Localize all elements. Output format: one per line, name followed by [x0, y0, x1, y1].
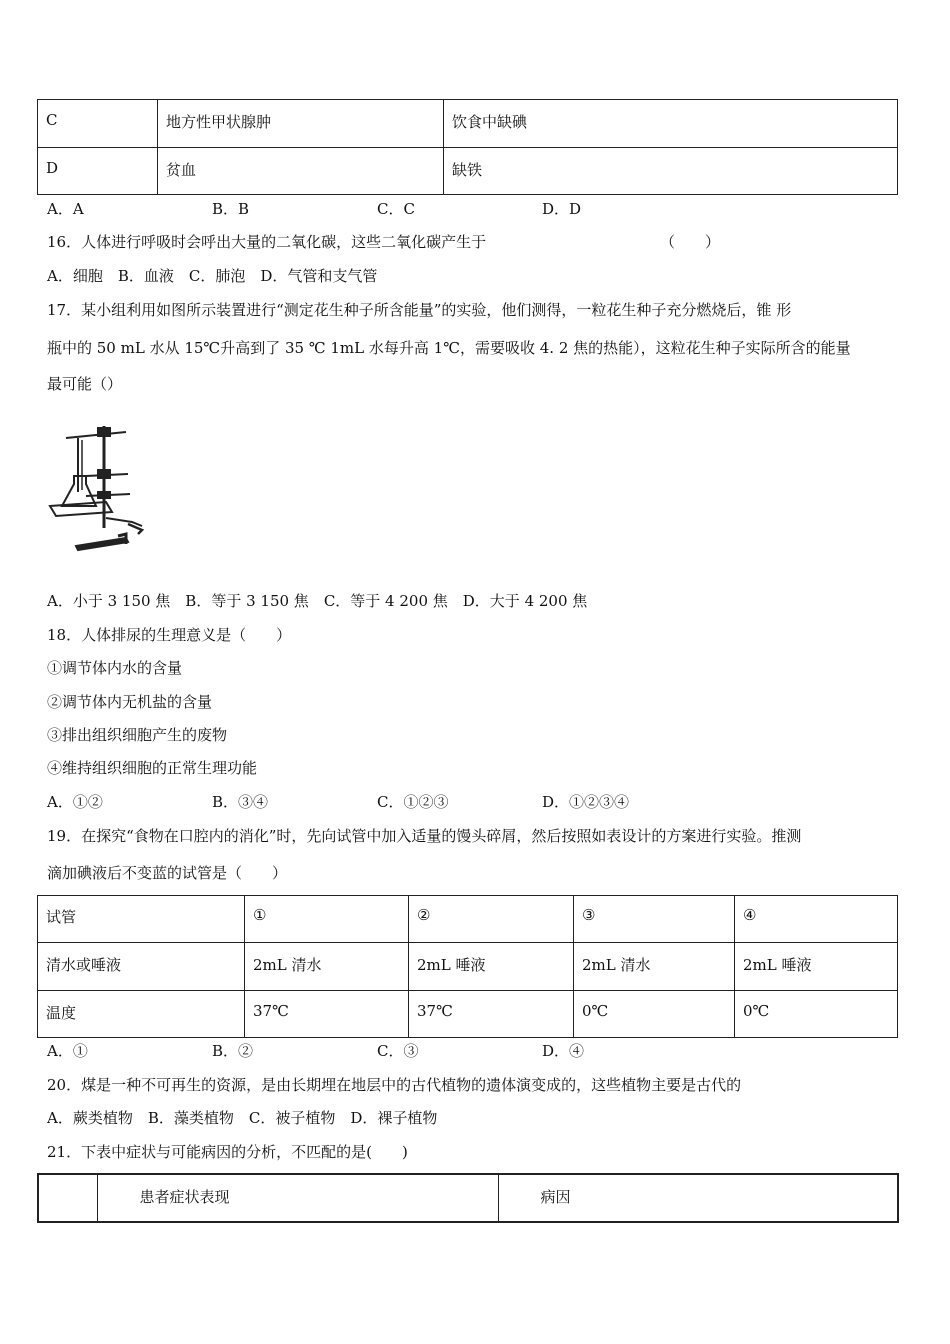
- q17-stem-line1: 17．某小组利用如图所示装置进行“测定花生种子所含能量”的实验，他们测得，一粒花生种子充分燃烧后，锥 形: [47, 301, 792, 319]
- option-c: C．①②③: [377, 793, 449, 811]
- option-b: B．B: [212, 200, 250, 218]
- q17-stem-line2: 瓶中的 50 mL 水从 15℃升高到了 35 ℃ 1mL 水每升高 1℃，需要吸收 4. 2 焦的热能），这粒花生种子实际所含的能量: [47, 339, 851, 357]
- option-d: D．④: [542, 1042, 585, 1060]
- table-cell: 2mL 唾液: [735, 943, 898, 991]
- table-cell: 贫血: [158, 148, 444, 195]
- table-header-cell: ③: [574, 896, 735, 943]
- q21-table: [37, 1173, 899, 1223]
- q18-item-1: ①调节体内水的含量: [47, 659, 183, 677]
- table-header-cell: 病因: [498, 1174, 898, 1222]
- table-header-cell: ②: [409, 896, 574, 943]
- table-row: [38, 148, 898, 195]
- table-cell: 地方性甲状腺肿: [158, 100, 444, 148]
- table-cell: D: [38, 148, 158, 195]
- option-c: C．C: [377, 200, 415, 218]
- q19-table: [37, 895, 898, 1038]
- q19-stem-line2: 滴加碘液后不变蓝的试管是（ ）: [47, 864, 288, 882]
- table-row: [38, 943, 898, 991]
- option-c: C．③: [377, 1042, 419, 1060]
- table-cell: 2mL 唾液: [409, 943, 574, 991]
- q18-item-3: ③排出组织细胞产生的废物: [47, 726, 228, 744]
- option-a: A．①②: [47, 793, 103, 811]
- table-cell: 饮食中缺碘: [444, 100, 898, 148]
- table-row: [38, 100, 898, 148]
- q17-stem-line3: 最可能（）: [47, 375, 123, 393]
- option-b: B．②: [212, 1042, 254, 1060]
- option-b: B．③④: [212, 793, 269, 811]
- q18-stem: 18．人体排尿的生理意义是（ ）: [47, 626, 292, 644]
- table-cell: 缺铁: [444, 148, 898, 195]
- table-header-cell: [38, 1174, 97, 1222]
- table-header-cell: 试管: [38, 896, 245, 943]
- q18-item-2: ②调节体内无机盐的含量: [47, 693, 213, 711]
- q16-options: A．细胞 B．血液 C．肺泡 D．气管和支气管: [47, 267, 378, 285]
- table-cell: 0℃: [574, 991, 735, 1038]
- apparatus-figure: [46, 418, 156, 556]
- q17-options: A．小于 3 150 焦 B．等于 3 150 焦 C．等于 4 200 焦 D．大于 4 200 焦: [47, 592, 588, 610]
- table-cell: 温度: [38, 991, 245, 1038]
- q20-stem: 20．煤是一种不可再生的资源，是由长期埋在地层中的古代植物的遗体演变成的，这些植物主要是古代的: [47, 1076, 742, 1094]
- table-header-row: [38, 896, 898, 943]
- table-cell: 0℃: [735, 991, 898, 1038]
- q15-options: [47, 199, 707, 219]
- q19-stem-line1: 19．在探究“食物在口腔内的消化”时，先向试管中加入适量的馒头碎屑，然后按照如表设计的方案进行实验。推测: [47, 827, 802, 845]
- q20-options: A．蕨类植物 B．藻类植物 C．被子植物 D．裸子植物: [47, 1109, 438, 1127]
- option-a: A．①: [47, 1042, 88, 1060]
- option-d: D．D: [542, 200, 582, 218]
- table-header-cell: 患者症状表现: [97, 1174, 498, 1222]
- table-cell: 2mL 清水: [245, 943, 409, 991]
- table-cell: C: [38, 100, 158, 148]
- table-cell: 37℃: [245, 991, 409, 1038]
- option-d: D．①②③④: [542, 793, 630, 811]
- table-row: [38, 991, 898, 1038]
- table-header-cell: ④: [735, 896, 898, 943]
- option-a: A．A: [47, 200, 84, 218]
- table-cell: 37℃: [409, 991, 574, 1038]
- table-header-cell: ①: [245, 896, 409, 943]
- q21-stem: 21．下表中症状与可能病因的分析，不匹配的是( ): [47, 1143, 408, 1161]
- q16-stem-text: 16．人体进行呼吸时会呼出大量的二氧化碳，这些二氧化碳产生于: [47, 233, 487, 251]
- q16-stem: [47, 232, 486, 252]
- table-header-row: [38, 1174, 898, 1222]
- q19-options: [47, 1041, 707, 1061]
- q15-table: [37, 99, 898, 195]
- q18-item-4: ④维持组织细胞的正常生理功能: [47, 759, 258, 777]
- q16-paren: （ ）: [660, 233, 721, 251]
- table-cell: 清水或唾液: [38, 943, 245, 991]
- q18-options: [47, 792, 707, 812]
- table-cell: 2mL 清水: [574, 943, 735, 991]
